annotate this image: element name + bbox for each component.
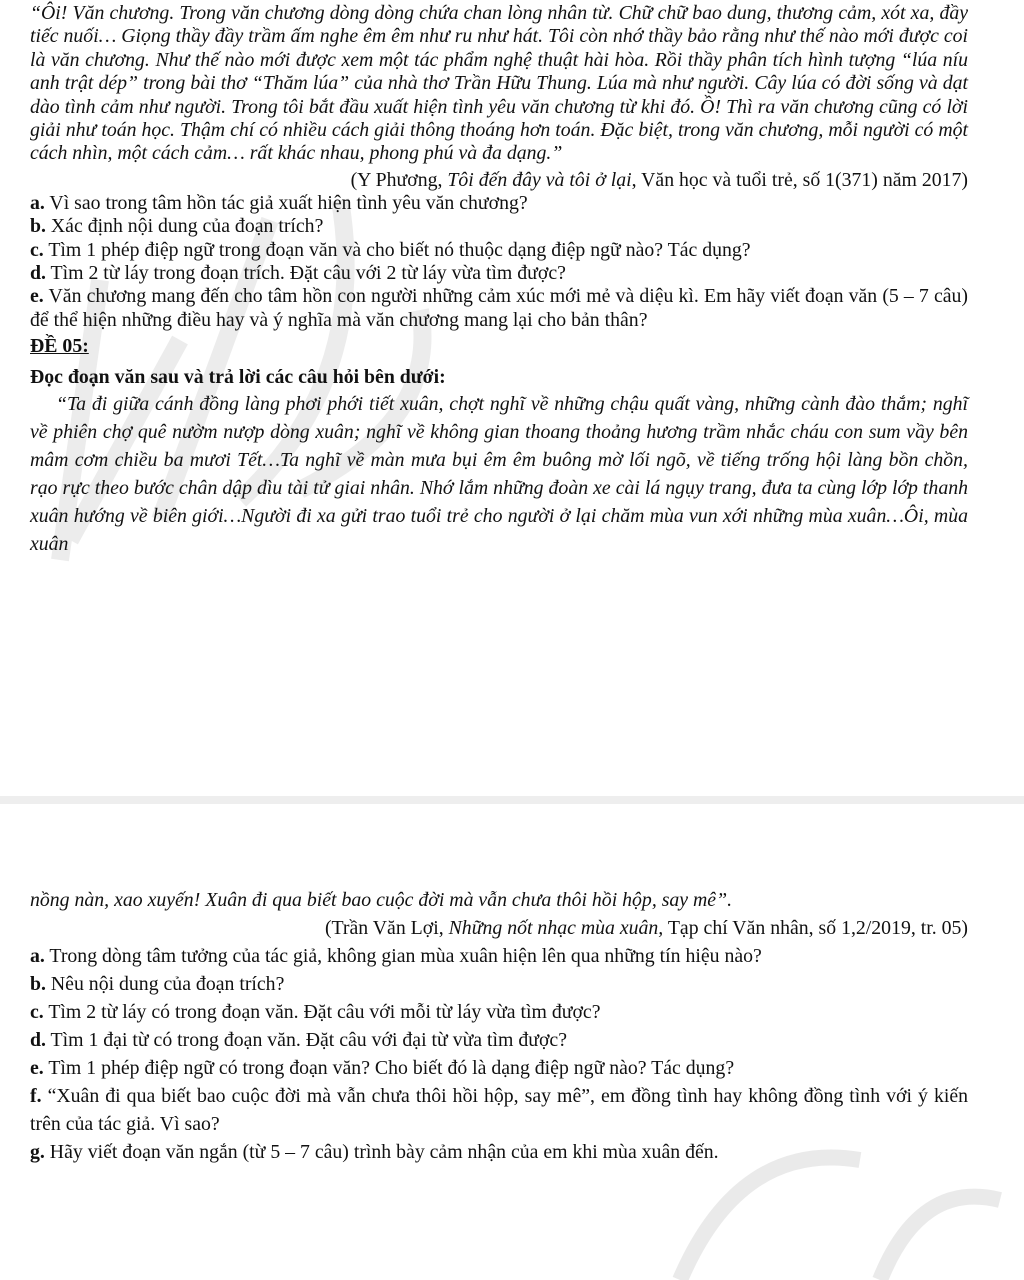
question-list-1	[30, 192, 968, 332]
question-item: g. Hãy viết đoạn văn ngắn (từ 5 – 7 câu) trình bày cảm nhận của em khi mùa xuân đến.	[30, 1141, 719, 1163]
question-item: e. Tìm 1 phép điệp ngữ có trong đoạn văn? Cho biết đó là dạng điệp ngữ nào? Tác dụng?	[30, 1057, 735, 1079]
question-list-2	[30, 942, 968, 1166]
question-item: d. Tìm 2 từ láy trong đoạn trích. Đặt câu với 2 từ láy vừa tìm được?	[30, 262, 566, 285]
question-item: b. Xác định nội dung của đoạn trích?	[30, 215, 324, 238]
question-item: c. Tìm 2 từ láy có trong đoạn văn. Đặt câu với mỗi từ láy vừa tìm được?	[30, 1001, 601, 1023]
question-item: f. “Xuân đi qua biết bao cuộc đời mà vẫn chưa thôi hồi hộp, say mê”, em đồng tình hay không đồng tình với ý kiến trên của tác giả. Vì sao?	[30, 1085, 968, 1135]
question-item: a. Vì sao trong tâm hồn tác giả xuất hiện tình yêu văn chương?	[30, 191, 528, 214]
question-item: b. Nêu nội dung của đoạn trích?	[30, 973, 285, 995]
passage-2-part-1: “Ta đi giữa cánh đồng làng phơi phới tiết xuân, chợt nghĩ về những chậu quất vàng, những cành đào thắm; nghĩ về phiên chợ quê nườm nượp dòng xuân; nghĩ về không gian thoang thoảng hương trầm nhắc cháu con sum vầy bên mâm cơm chiều ba mươi Tết…Ta nghĩ về màn mưa bụi êm êm buông mờ lối ngõ, về tiếng trống hội làng bồn chồn, rạo rực theo bước chân dập dìu tài tử giai nhân. Nhớ lắm những đoàn xe cài lá ngụy trang, đưa ta cùng lớp lớp thanh xuân hướng về biên giới…Người đi xa gửi trao tuổi trẻ cho người ở lại chăm mùa vun xới những mùa xuân…Ôi, mùa xuân	[30, 393, 968, 556]
passage-2-part-2: nồng nàn, xao xuyến! Xuân đi qua biết bao cuộc đời mà vẫn chưa thôi hồi hộp, say mê”.	[30, 889, 733, 911]
question-item: c. Tìm 1 phép điệp ngữ trong đoạn văn và cho biết nó thuộc dạng điệp ngữ nào? Tác dụng?	[30, 238, 751, 261]
question-item: e. Văn chương mang đến cho tâm hồn con người những cảm xúc mới mẻ và diệu kì. Em hãy viết đoạn văn (5 – 7 câu) để thể hiện những điều hay và ý nghĩa mà văn chương mang lại cho bản thân?	[30, 285, 968, 331]
question-item: a. Trong dòng tâm tưởng của tác giả, không gian mùa xuân hiện lên qua những tín hiệu nào?	[30, 945, 762, 967]
page-gap	[0, 770, 1024, 866]
page-section-1	[30, 2, 968, 558]
question-item: d. Tìm 1 đại từ có trong đoạn văn. Đặt câu với đại từ vừa tìm được?	[30, 1029, 567, 1051]
page-section-2	[30, 886, 968, 1166]
passage-1: “Ôi! Văn chương. Trong văn chương dòng dòng chứa chan lòng nhân từ. Chữ chữ bao dung, thương cảm, xót xa, đầy tiếc nuối… Giọng thầy đầy trầm ấm nghe êm êm như ru như hát. Tôi còn nhớ thầy bảo rằng như thế nào mới được coi là văn chương. Như thế nào mới được xem một tác phẩm nghệ thuật hài hòa. Rồi thầy phân tích hình tượng “lúa níu anh trật dép” trong bài thơ “Thăm lúa” của nhà thơ Trần Hữu Thung. Lúa mà như người. Cây lúa có đời sống và dạt dào tình cảm như người. Trong tôi bắt đầu xuất hiện tình yêu văn chương từ khi đó. Ồ! Thì ra văn chương cũng có lời giải như toán học. Thậm chí có nhiều cách giải thông thoáng hơn toán. Đặc biệt, trong văn chương, mỗi người có một cách nhìn, một cách cảm… rất khác nhau, phong phú và đa dạng.”	[30, 2, 968, 165]
passage-2-source: (Trần Văn Lợi, Những nốt nhạc mùa xuân, Tạp chí Văn nhân, số 1,2/2019, tr. 05)	[324, 917, 968, 939]
exam-heading: ĐỀ 05:	[30, 335, 89, 358]
instruction: Đọc đoạn văn sau và trả lời các câu hỏi bên dưới:	[30, 366, 446, 389]
passage-1-source: (Y Phương, Tôi đến đây và tôi ở lại, Văn học và tuổi trẻ, số 1(371) năm 2017)	[350, 168, 968, 191]
page-divider	[0, 796, 1024, 804]
